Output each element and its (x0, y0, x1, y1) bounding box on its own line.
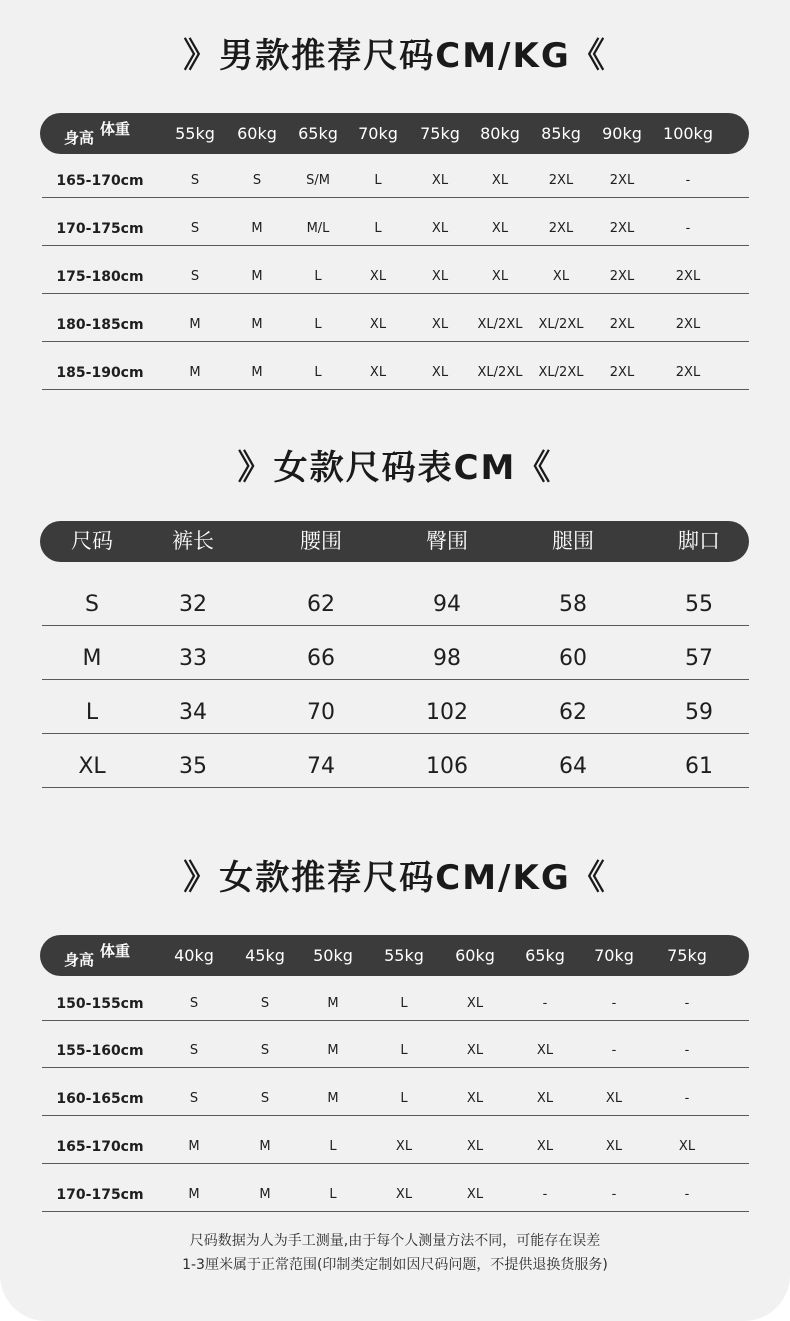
women-corner-weight-label: 体重 (100, 942, 131, 960)
women-chart-size-cell: M (82, 646, 102, 671)
men-weight-header: 75kg (420, 124, 460, 143)
men-corner-weight-label: 体重 (100, 120, 131, 138)
men-size-cell: S (190, 269, 200, 284)
men-corner-height-label: 身高 (64, 129, 95, 147)
measurement-note-line-2: 1-3厘米属于正常范围(印制类定制如因尺码问题，不提供退换货服务) (182, 1257, 608, 1273)
women-size-cell: XL (466, 1043, 484, 1058)
women-chart-value-cell: 59 (685, 700, 713, 725)
women-size-cell: XL (395, 1187, 413, 1202)
men-size-cell: XL (491, 221, 509, 236)
men-size-cell: S (190, 221, 200, 236)
women-chart-value-cell: 106 (426, 754, 468, 779)
women-chart-row (42, 572, 749, 626)
men-size-title: 》男款推荐尺码CM/KG《 (183, 36, 607, 76)
women-size-cell: - (684, 996, 690, 1011)
men-size-cell: XL/2XL (477, 365, 523, 380)
women-chart-value-cell: 102 (426, 700, 468, 725)
women-corner-height-label: 身高 (64, 951, 95, 969)
men-size-cell: 2XL (609, 173, 635, 188)
women-chart-value-cell: 94 (433, 592, 461, 617)
measurement-note (0, 1229, 790, 1277)
men-size-cell: - (685, 221, 691, 236)
women-weight-header: 70kg (594, 946, 634, 965)
women-chart-value-cell: 35 (179, 754, 207, 779)
women-chart-value-cell: 57 (685, 646, 713, 671)
men-size-cell: XL (431, 317, 449, 332)
men-size-cell: L (314, 365, 322, 380)
women-chart-row (42, 626, 749, 680)
women-chart-value-cell: 34 (179, 700, 207, 725)
women-size-cell: M (259, 1139, 271, 1154)
women-weight-header: 40kg (174, 946, 214, 965)
men-table-row (42, 298, 749, 342)
men-size-cell: L (314, 317, 322, 332)
women-size-cell: - (684, 1187, 690, 1202)
men-size-cell: - (685, 173, 691, 188)
women-chart-value-cell: 98 (433, 646, 461, 671)
men-weight-header: 100kg (663, 124, 713, 143)
men-size-cell: M (251, 269, 263, 284)
women-size-cell: XL (466, 1187, 484, 1202)
men-size-cell: XL (369, 365, 387, 380)
women-size-cell: M (327, 1091, 339, 1106)
women-height-cell: 155-160cm (56, 1043, 144, 1059)
men-table-row (42, 250, 749, 294)
women-chart-header (40, 521, 749, 562)
women-weight-header: 55kg (384, 946, 424, 965)
men-weight-header: 85kg (541, 124, 581, 143)
women-size-cell: - (611, 996, 617, 1011)
women-weight-header: 50kg (313, 946, 353, 965)
women-table-row (42, 1120, 749, 1164)
men-size-cell: XL (431, 269, 449, 284)
women-chart-value-cell: 64 (559, 754, 587, 779)
women-table-row (42, 1072, 749, 1116)
men-size-cell: 2XL (548, 173, 574, 188)
women-size-cell: S (260, 1043, 270, 1058)
men-weight-header: 55kg (175, 124, 215, 143)
women-chart-value-cell: 55 (685, 592, 713, 617)
women-size-cell: - (684, 1043, 690, 1058)
women-chart-size-cell: XL (78, 754, 106, 779)
men-size-cell: XL (491, 269, 509, 284)
men-size-cell: L (374, 221, 382, 236)
women-size-cell: XL (605, 1139, 623, 1154)
women-size-cell: - (684, 1091, 690, 1106)
men-size-cell: L (314, 269, 322, 284)
women-size-cell: XL (678, 1139, 696, 1154)
men-size-cell: M (251, 365, 263, 380)
men-size-cell: M (189, 365, 201, 380)
men-size-cell: XL (369, 269, 387, 284)
women-table-header (40, 935, 749, 976)
women-size-cell: M (188, 1139, 200, 1154)
men-size-cell: XL (369, 317, 387, 332)
women-size-cell: - (542, 1187, 548, 1202)
men-height-cell: 175-180cm (56, 269, 144, 285)
women-size-cell: XL (466, 996, 484, 1011)
women-chart-column-header: 腰围 (300, 529, 342, 553)
men-height-cell: 165-170cm (56, 173, 144, 189)
women-chart-value-cell: 66 (307, 646, 335, 671)
women-chart-value-cell: 58 (559, 592, 587, 617)
men-size-cell: M (189, 317, 201, 332)
men-size-cell: M (251, 221, 263, 236)
women-chart-size-cell: S (85, 592, 99, 617)
men-size-cell: S/M (306, 173, 330, 188)
women-height-cell: 170-175cm (56, 1187, 144, 1203)
women-size-cell: XL (605, 1091, 623, 1106)
women-size-cell: - (542, 996, 548, 1011)
women-table-row (42, 1024, 749, 1068)
men-weight-header: 70kg (358, 124, 398, 143)
women-size-cell: - (611, 1187, 617, 1202)
women-chart-column-header: 臀围 (426, 529, 468, 553)
men-table-row (42, 346, 749, 390)
men-size-cell: 2XL (609, 221, 635, 236)
men-table-header (40, 113, 749, 154)
men-size-cell: 2XL (609, 365, 635, 380)
men-size-cell: 2XL (609, 317, 635, 332)
women-size-cell: S (260, 996, 270, 1011)
men-table-row (42, 154, 749, 198)
women-table-row (42, 1168, 749, 1212)
men-size-cell: 2XL (609, 269, 635, 284)
men-size-cell: M (251, 317, 263, 332)
women-chart-column-header: 尺码 (71, 529, 113, 553)
men-height-cell: 185-190cm (56, 365, 144, 381)
women-size-cell: S (260, 1091, 270, 1106)
men-size-cell: XL/2XL (538, 365, 584, 380)
women-size-cell: L (400, 1091, 408, 1106)
men-size-cell: XL (431, 221, 449, 236)
men-size-cell: XL (552, 269, 570, 284)
women-weight-header: 75kg (667, 946, 707, 965)
men-size-cell: L (374, 173, 382, 188)
women-size-cell: S (189, 1043, 199, 1058)
women-chart-value-cell: 32 (179, 592, 207, 617)
men-weight-header: 80kg (480, 124, 520, 143)
men-height-cell: 170-175cm (56, 221, 144, 237)
women-chart-size-cell: L (85, 700, 99, 725)
women-weight-header: 60kg (455, 946, 495, 965)
women-chart-column-header: 脚口 (678, 529, 720, 553)
men-size-cell: 2XL (675, 317, 701, 332)
women-chart-title: 》女款尺码表CM《 (237, 448, 553, 488)
men-size-cell: S (190, 173, 200, 188)
women-size-cell: L (400, 996, 408, 1011)
women-size-cell: M (327, 1043, 339, 1058)
women-size-cell: L (329, 1139, 337, 1154)
men-height-cell: 180-185cm (56, 317, 144, 333)
women-size-cell: L (329, 1187, 337, 1202)
men-size-cell: 2XL (548, 221, 574, 236)
women-size-cell: M (327, 996, 339, 1011)
women-chart-value-cell: 62 (559, 700, 587, 725)
women-chart-row (42, 734, 749, 788)
women-size-cell: S (189, 1091, 199, 1106)
women-size-cell: XL (536, 1139, 554, 1154)
men-weight-header: 65kg (298, 124, 338, 143)
women-chart-value-cell: 33 (179, 646, 207, 671)
women-size-cell: XL (536, 1043, 554, 1058)
men-weight-header: 60kg (237, 124, 277, 143)
women-weight-header: 65kg (525, 946, 565, 965)
men-size-cell: 2XL (675, 269, 701, 284)
women-size-cell: XL (466, 1091, 484, 1106)
women-chart-value-cell: 70 (307, 700, 335, 725)
men-size-cell: XL (431, 173, 449, 188)
women-table-row (42, 977, 749, 1021)
women-size-cell: XL (395, 1139, 413, 1154)
men-size-cell: S (252, 173, 262, 188)
women-chart-value-cell: 60 (559, 646, 587, 671)
women-size-title: 》女款推荐尺码CM/KG《 (183, 858, 607, 898)
men-size-cell: XL/2XL (538, 317, 584, 332)
men-size-cell: XL (431, 365, 449, 380)
men-size-cell: XL (491, 173, 509, 188)
women-chart-value-cell: 62 (307, 592, 335, 617)
women-chart-column-header: 腿围 (552, 529, 594, 553)
women-size-cell: XL (536, 1091, 554, 1106)
women-size-cell: - (611, 1043, 617, 1058)
women-height-cell: 160-165cm (56, 1091, 144, 1107)
women-chart-row (42, 680, 749, 734)
men-size-cell: M/L (306, 221, 330, 236)
women-size-cell: M (259, 1187, 271, 1202)
women-size-cell: S (189, 996, 199, 1011)
women-size-cell: M (188, 1187, 200, 1202)
men-size-cell: XL/2XL (477, 317, 523, 332)
women-chart-value-cell: 74 (307, 754, 335, 779)
women-size-cell: L (400, 1043, 408, 1058)
women-chart-column-header: 裤长 (172, 529, 214, 553)
men-weight-header: 90kg (602, 124, 642, 143)
women-height-cell: 165-170cm (56, 1139, 144, 1155)
men-size-cell: 2XL (675, 365, 701, 380)
men-table-row (42, 202, 749, 246)
women-chart-value-cell: 61 (685, 754, 713, 779)
measurement-note-line-1: 尺码数据为人为手工测量,由于每个人测量方法不同，可能存在误差 (189, 1233, 601, 1249)
women-weight-header: 45kg (245, 946, 285, 965)
women-height-cell: 150-155cm (56, 996, 144, 1012)
women-size-cell: XL (466, 1139, 484, 1154)
